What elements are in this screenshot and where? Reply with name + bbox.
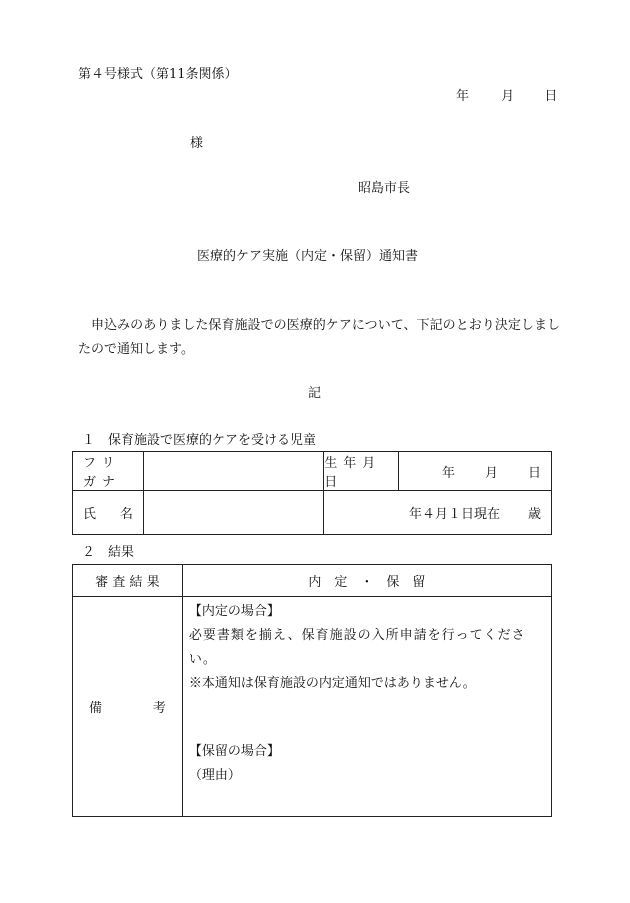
name-label-cell xyxy=(73,491,144,535)
furigana-label-cell xyxy=(73,452,144,491)
section1-heading: １ 保育施設で医療的ケアを受ける児童 xyxy=(82,433,317,448)
remarks-label-cell xyxy=(73,597,183,817)
remarks-label-2: 考 xyxy=(152,701,166,716)
age-unit: 歳 xyxy=(527,507,541,522)
child-info-table xyxy=(72,451,552,535)
remarks-value-cell[interactable] xyxy=(182,597,551,817)
body-text: 申込みのありました保育施設での医療的ケアについて、下記のとおり決定しましたので通知します。 xyxy=(78,318,560,357)
form-number: 第４号様式（第11条関係） xyxy=(78,67,238,82)
birthdate-value-cell[interactable] xyxy=(399,452,552,491)
name-value-cell[interactable] xyxy=(143,491,323,535)
addressee-suffix: 様 xyxy=(190,136,204,151)
name-label-2: 名 xyxy=(119,507,133,522)
birthdate-label-cell xyxy=(324,452,399,491)
date-line xyxy=(456,90,557,103)
naitei-heading: 【内定の場合】 xyxy=(188,604,280,619)
section2-heading: ２ 結果 xyxy=(82,545,135,560)
birth-year: 年 xyxy=(441,465,455,481)
naitei-instruction: 必要書類を揃え、保育施設の入所申請を行ってください。 xyxy=(188,628,526,667)
date-year: 年 xyxy=(456,89,470,104)
date-month: 月 xyxy=(501,89,515,104)
date-day: 日 xyxy=(544,89,558,104)
horyu-heading: 【保留の場合】 xyxy=(188,744,280,759)
document-title: 医療的ケア実施（内定・保留）通知書 xyxy=(197,249,419,264)
furigana-value-cell[interactable] xyxy=(143,452,323,491)
ki-label: 記 xyxy=(308,386,322,401)
remarks-label-1: 備 xyxy=(89,701,103,716)
horyu-reason: （理由） xyxy=(188,768,241,783)
result-value-cell[interactable] xyxy=(182,565,551,597)
furigana-label: フリガナ xyxy=(83,456,122,490)
birth-day: 日 xyxy=(527,465,541,481)
birth-month: 月 xyxy=(484,465,498,481)
name-label-1: 氏 xyxy=(83,507,97,522)
result-value: 内 定 ・ 保 留 xyxy=(308,575,426,590)
result-label: 審 査 結 果 xyxy=(95,575,160,590)
age-note: 年４月１日現在 xyxy=(408,507,500,522)
naitei-note: ※本通知は保育施設の内定通知ではありません。 xyxy=(188,676,476,691)
result-table xyxy=(72,564,552,817)
birthdate-label: 生年月日 xyxy=(324,456,382,490)
age-cell[interactable] xyxy=(324,491,552,535)
issuer: 昭島市長 xyxy=(358,181,411,196)
result-label-cell xyxy=(73,565,183,597)
